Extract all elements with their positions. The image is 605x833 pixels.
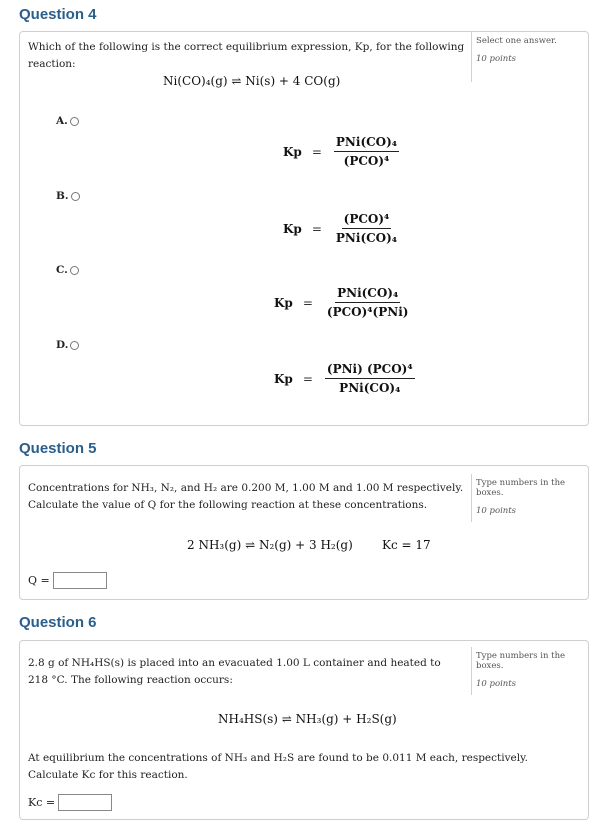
question-4-text: Which of the following is the correct equilibrium expression, Kp, for the following reaction: bbox=[28, 41, 465, 70]
option-b-formula: Kp = $\frac{\text{(PCO)⁴}}{\text{PNi(CO)₄}}$ bbox=[283, 212, 398, 245]
fraction bbox=[334, 212, 399, 245]
option-c-label: C. bbox=[56, 264, 68, 276]
kp-symbol: Kp bbox=[283, 221, 302, 236]
question-4-card bbox=[19, 31, 589, 426]
kp-symbol: Kp bbox=[283, 144, 302, 159]
question-4-side-panel bbox=[471, 32, 588, 82]
numerator: PNi(CO)₄ bbox=[335, 286, 400, 303]
option-b-radio[interactable] bbox=[71, 192, 80, 201]
option-c-formula: Kp = $\frac{\text{PNi(CO)₄}}{\text{(PCO)⁴(PNi)}}$ bbox=[274, 286, 409, 319]
question-5-reaction: 2 NH₃(g) ⇌ N₂(g) + 3 H₂(g) bbox=[187, 538, 353, 552]
answer-instruction: Type numbers in the boxes. bbox=[476, 478, 566, 499]
option-a[interactable] bbox=[56, 115, 79, 127]
kc-label: Kc = bbox=[28, 796, 56, 809]
denominator: PNi(CO)₄ bbox=[339, 381, 401, 395]
question-6-side-panel bbox=[471, 647, 588, 695]
question-6-card bbox=[19, 640, 589, 820]
question-5-side-panel bbox=[471, 474, 588, 522]
option-d-formula: Kp = $\frac{\text{(PNi) (PCO)⁴}}{\text{PNi(CO)₄}}$ bbox=[274, 362, 413, 395]
option-b-label: B. bbox=[56, 190, 69, 202]
option-d[interactable] bbox=[56, 339, 79, 351]
question-6-text: 2.8 g of NH₄HS(s) is placed into an evacuated 1.00 L container and heated to 218 °C. The following reaction occurs: bbox=[28, 657, 441, 686]
fraction bbox=[325, 286, 411, 319]
question-4-reaction: Ni(CO)₄(g) ⇌ Ni(s) + 4 CO(g) bbox=[163, 74, 341, 88]
option-a-formula: Kp = $\frac{\text{PNi(CO)₄}}{\text{(PCO)⁴}}$ bbox=[283, 135, 398, 168]
points: 10 points bbox=[476, 54, 517, 65]
option-b[interactable] bbox=[56, 190, 80, 202]
q-label: Q = bbox=[28, 574, 50, 587]
kp-symbol: Kp bbox=[274, 371, 293, 386]
question-6-text-2: At equilibrium the concentrations of NH₃ and H₂S are found to be 0.011 M each, respectively. Calculate Kc for this reaction. bbox=[28, 752, 528, 781]
question-6-reaction: NH₄HS(s) ⇌ NH₃(g) + H₂S(g) bbox=[218, 712, 397, 726]
q-input[interactable] bbox=[53, 572, 107, 589]
question-5-text: Concentrations for NH₃, N₂, and H₂ are 0.200 M, 1.00 M and 1.00 M respectively. Calculate the value of Q for the following reaction at these concentrations. bbox=[28, 482, 464, 511]
question-6-input-row bbox=[28, 794, 112, 811]
fraction bbox=[325, 362, 415, 395]
question-5-title: Question 5 bbox=[19, 440, 97, 457]
option-c-radio[interactable] bbox=[70, 266, 79, 275]
question-5-input-row bbox=[28, 572, 107, 589]
denominator: PNi(CO)₄ bbox=[335, 231, 398, 245]
kc-input[interactable] bbox=[58, 794, 112, 811]
answer-instruction: Select one answer. bbox=[476, 36, 557, 46]
points: 10 points bbox=[476, 506, 517, 517]
kp-symbol: Kp bbox=[274, 295, 293, 310]
option-c[interactable] bbox=[56, 264, 79, 276]
option-d-radio[interactable] bbox=[70, 341, 79, 350]
numerator: (PCO)⁴ bbox=[342, 212, 392, 229]
answer-instruction: Type numbers in the boxes. bbox=[476, 651, 566, 672]
fraction bbox=[334, 135, 399, 168]
question-6-title: Question 6 bbox=[19, 614, 97, 631]
numerator: PNi(CO)₄ bbox=[334, 135, 399, 152]
question-4-title: Question 4 bbox=[19, 6, 97, 23]
option-d-label: D. bbox=[56, 339, 69, 351]
question-5-card bbox=[19, 465, 589, 600]
question-5-kc: Kc = 17 bbox=[382, 538, 431, 552]
option-a-radio[interactable] bbox=[70, 117, 79, 126]
points: 10 points bbox=[476, 679, 517, 690]
numerator: (PNi) (PCO)⁴ bbox=[325, 362, 415, 379]
denominator: (PCO)⁴(PNi) bbox=[326, 305, 409, 319]
denominator: (PCO)⁴ bbox=[343, 154, 390, 168]
option-a-label: A. bbox=[56, 115, 68, 127]
